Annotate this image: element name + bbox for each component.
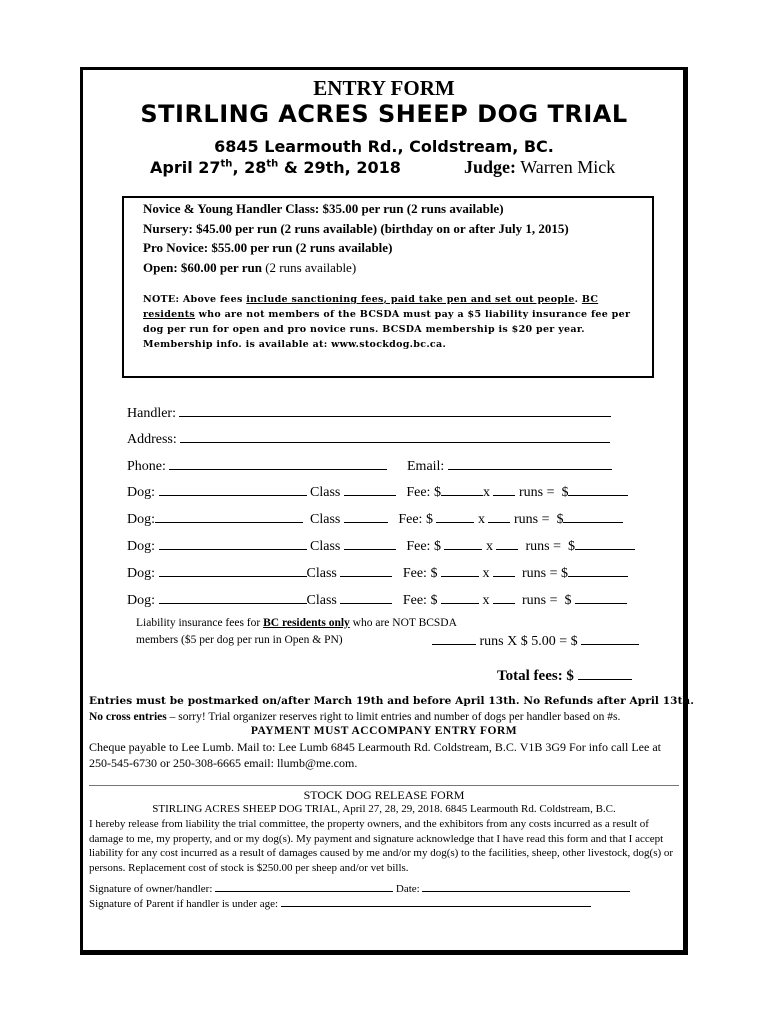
event-address: 6845 Learmouth Rd., Coldstream, BC.	[214, 137, 554, 156]
total-fees-field[interactable]	[578, 667, 632, 680]
insurance-calc: runs X $ 5.00 = $	[432, 632, 639, 650]
address-field[interactable]	[180, 430, 610, 443]
class-field[interactable]	[340, 591, 392, 604]
fee-open: Open: $60.00 per run (2 runs available)	[143, 260, 357, 275]
fee-pro-novice: Pro Novice: $55.00 per run (2 runs available)	[143, 240, 393, 255]
amount-field[interactable]	[575, 591, 627, 604]
class-field[interactable]	[344, 483, 396, 496]
dog-name-field[interactable]	[155, 510, 303, 523]
runs-field[interactable]	[488, 510, 510, 523]
fee-nursery: Nursery: $45.00 per run (2 runs available) (birthday on or after July 1, 2015)	[143, 221, 569, 236]
dog-name-field[interactable]	[159, 591, 307, 604]
insurance-runs-field[interactable]	[432, 632, 476, 645]
owner-signature-row: Signature of owner/handler: Date:	[89, 882, 630, 895]
dog-row: Dog: Class Fee: $ x runs = $	[127, 537, 635, 555]
dog-name-field[interactable]	[159, 483, 307, 496]
postmark-notice: Entries must be postmarked on/after March 19th and before April 13th. No Refunds after April 13th.	[89, 695, 695, 707]
insurance-members: members ($5 per dog per run in Open & PN)	[136, 634, 343, 646]
handler-row: Handler:	[127, 404, 611, 422]
amount-field[interactable]	[563, 510, 623, 523]
event-dates: April 27th, 28th & 29th, 2018	[150, 158, 401, 177]
class-field[interactable]	[344, 537, 396, 550]
runs-field[interactable]	[493, 483, 515, 496]
email-row: Email:	[407, 457, 612, 475]
fee-note: NOTE: Above fees include sanctioning fees, paid take pen and set out people. BC residents who are not members of the BCSDA must pay a $5 liability insurance fee per dog per run for open and pro novice runs. BCSDA membership is $20 per year. Membership info. is available at: www.stockdog.bc.ca.	[143, 294, 631, 350]
date-field[interactable]	[422, 882, 630, 892]
fee-novice: Novice & Young Handler Class: $35.00 per run (2 runs available)	[143, 201, 504, 216]
payment-notice: PAYMENT MUST ACCOMPANY ENTRY FORM	[250, 725, 518, 737]
address-row: Address:	[127, 430, 610, 448]
phone-field[interactable]	[169, 457, 387, 470]
class-field[interactable]	[344, 510, 388, 523]
divider	[89, 785, 679, 786]
runs-field[interactable]	[496, 537, 518, 550]
insurance-note: Liability insurance fees for BC residents only who are NOT BCSDA	[136, 617, 457, 629]
event-name: STIRLING ACRES SHEEP DOG TRIAL	[140, 100, 628, 128]
dog-row: Dog: Class Fee: $ x runs = $	[127, 591, 627, 609]
fee-field[interactable]	[441, 591, 479, 604]
parent-signature-field[interactable]	[281, 897, 591, 907]
dog-name-field[interactable]	[159, 564, 307, 577]
fee-field[interactable]	[441, 564, 479, 577]
amount-field[interactable]	[568, 483, 628, 496]
release-body: I hereby release from liability the trial committee, the property owners, and the exhibitors from any costs incurred as a result of damage to me, my property, and or my dog(s). My payment and signature acknowledge that I have read this form and that I accept liability for any cost incurred as a result of damages caused by me and/or my dog(s) to the facilities, sheep, other livestock, dog(s) or persons. Replacement cost of stock is $250.00 per sheep and/or vet bills.	[89, 818, 674, 874]
fee-field[interactable]	[436, 510, 474, 523]
email-field[interactable]	[448, 457, 612, 470]
runs-field[interactable]	[493, 564, 515, 577]
amount-field[interactable]	[568, 564, 628, 577]
amount-field[interactable]	[575, 537, 635, 550]
handler-field[interactable]	[179, 404, 611, 417]
release-title: STOCK DOG RELEASE FORM	[303, 788, 465, 802]
judge: Judge: Warren Mick	[464, 157, 616, 177]
class-field[interactable]	[340, 564, 392, 577]
release-subtitle: STIRLING ACRES SHEEP DOG TRIAL, April 27, 28, 29, 2018. 6845 Learmouth Rd. Coldstream, B.C.	[152, 803, 616, 815]
phone-row: Phone:	[127, 457, 387, 475]
cross-entry-notice: No cross entries – sorry! Trial organizer reserves right to limit entries and number of dogs per handler based on #s.	[89, 711, 621, 723]
total-fees: Total fees: $	[497, 667, 632, 685]
parent-signature-row: Signature of Parent if handler is under age:	[89, 897, 591, 910]
cheque-info: Cheque payable to Lee Lumb. Mail to: Lee Lumb 6845 Learmouth Rd. Coldstream, B.C. V1B 3G9 For info call Lee at 250-545-6730 or 250-308-6665 email: llumb@me.com.	[89, 740, 661, 770]
fee-field[interactable]	[444, 537, 482, 550]
insurance-amount-field[interactable]	[581, 632, 639, 645]
dog-name-field[interactable]	[159, 537, 307, 550]
runs-field[interactable]	[493, 591, 515, 604]
owner-signature-field[interactable]	[215, 882, 393, 892]
form-title: ENTRY FORM	[313, 76, 455, 100]
dog-row: Dog: Class Fee: $ x runs = $	[127, 510, 623, 528]
fee-field[interactable]	[441, 483, 483, 496]
dog-row: Dog: Class Fee: $ x runs = $	[127, 483, 628, 501]
dog-row: Dog: Class Fee: $ x runs = $	[127, 564, 628, 582]
